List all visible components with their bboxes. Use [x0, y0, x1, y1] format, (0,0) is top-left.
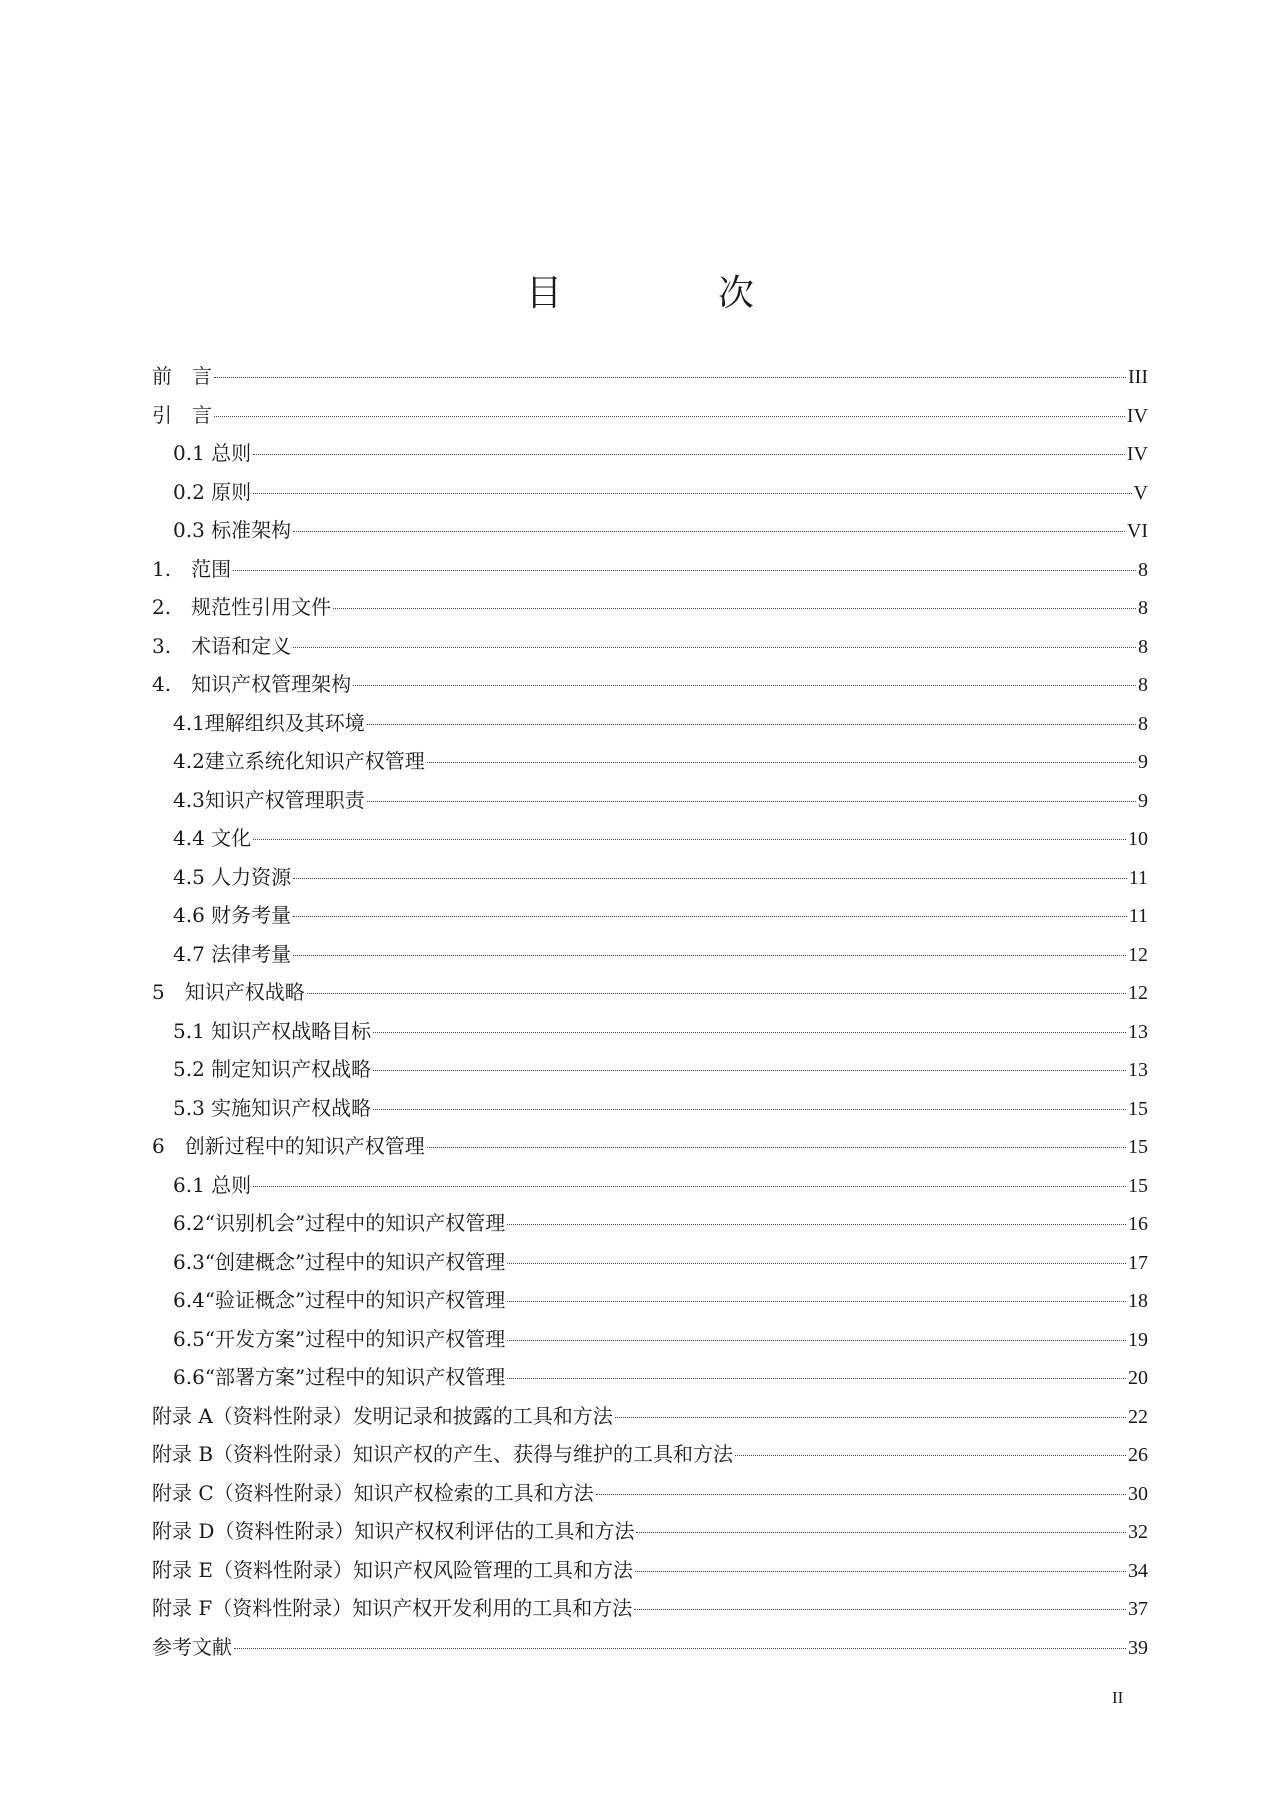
page-title: 目 次	[525, 273, 814, 315]
dot-leader	[507, 1378, 1126, 1379]
dot-leader	[615, 1417, 1126, 1418]
toc-entry-label: 5.3 实施知识产权战略	[173, 1095, 372, 1120]
toc-entry-label: 参考文献	[152, 1634, 232, 1659]
toc-entry-label: 4.4 文化	[173, 826, 252, 850]
toc-entry-page: 9	[1138, 751, 1148, 773]
toc-entry-label: 1. 范围	[152, 556, 232, 581]
toc-entry-label: 0.1 总则	[173, 441, 252, 465]
toc-entry[interactable]	[152, 588, 1148, 627]
toc-entry-label: 6 创新过程中的知识产权管理	[152, 1134, 425, 1158]
toc-entry-page: 15	[1128, 1174, 1148, 1197]
toc-entry[interactable]	[152, 1628, 1148, 1667]
dot-leader	[253, 839, 1126, 840]
toc-entry[interactable]	[152, 1474, 1148, 1513]
toc-entry-label: 4.3知识产权管理职责	[173, 787, 365, 812]
toc-entry-page: III	[1128, 366, 1148, 388]
toc-entry-label: 4.1理解组织及其环境	[173, 710, 365, 735]
dot-leader	[367, 801, 1136, 802]
toc-entry[interactable]	[152, 1243, 1148, 1282]
toc-entry-label: 6.6“部署方案”过程中的知识产权管理	[173, 1365, 506, 1389]
page-number: II	[1112, 1688, 1124, 1707]
toc-entry-label: 前 言	[152, 364, 212, 388]
toc-entry-label: 6.3“创建概念”过程中的知识产权管理	[173, 1249, 506, 1274]
dot-leader	[507, 1224, 1126, 1225]
toc-entry[interactable]	[152, 781, 1148, 820]
toc-entry-page: 37	[1128, 1598, 1148, 1620]
toc-entry-page: 32	[1128, 1521, 1148, 1543]
dot-leader	[507, 1340, 1126, 1341]
toc-entry-page: 11	[1128, 905, 1148, 927]
dot-leader	[353, 685, 1136, 686]
toc-entry-label: 附录 D（资料性附录）知识产权权利评估的工具和方法	[152, 1519, 635, 1543]
toc-entry-label: 附录 A（资料性附录）发明记录和披露的工具和方法	[152, 1403, 613, 1428]
dot-leader	[293, 878, 1127, 879]
toc-entry-page: 15	[1128, 1136, 1148, 1158]
toc-entry[interactable]	[152, 973, 1148, 1012]
toc-entry-label: 4.5 人力资源	[173, 864, 292, 889]
toc-entry-page: 19	[1128, 1328, 1148, 1351]
toc-entry-page: 34	[1128, 1559, 1148, 1582]
toc-entry-page: 17	[1128, 1251, 1148, 1274]
toc-entry-page: 8	[1138, 597, 1148, 619]
toc-entry-page: 18	[1128, 1290, 1148, 1312]
dot-leader	[214, 416, 1125, 417]
toc-entry-label: 4.7 法律考量	[173, 941, 292, 966]
dot-leader	[373, 1070, 1126, 1071]
dot-leader	[293, 531, 1125, 532]
dot-leader	[427, 762, 1136, 763]
toc-entry-label: 附录 F（资料性附录）知识产权开发利用的工具和方法	[152, 1596, 633, 1620]
dot-leader	[333, 608, 1136, 609]
toc-entry-page: 15	[1128, 1097, 1148, 1120]
toc-entry-label: 6.1 总则	[173, 1172, 252, 1197]
dot-leader	[253, 493, 1131, 494]
dot-leader	[507, 1263, 1126, 1264]
toc-entry[interactable]	[152, 1012, 1148, 1051]
dot-leader	[307, 993, 1126, 994]
dot-leader	[293, 955, 1126, 956]
toc-entry-page: 8	[1138, 712, 1148, 735]
toc-entry[interactable]	[152, 1204, 1148, 1243]
toc-entry[interactable]	[152, 819, 1148, 858]
toc-entry-page: 11	[1128, 866, 1148, 889]
toc-entry[interactable]	[152, 896, 1148, 935]
toc-entry-page: 22	[1128, 1405, 1148, 1428]
toc-entry[interactable]	[152, 1358, 1148, 1397]
dot-leader	[367, 724, 1136, 725]
toc-entry-label: 0.3 标准架构	[173, 518, 292, 542]
toc-entry[interactable]	[152, 434, 1148, 473]
toc-entry-label: 4.2建立系统化知识产权管理	[173, 749, 425, 773]
toc-entry[interactable]	[152, 357, 1148, 396]
toc-entry[interactable]	[152, 742, 1148, 781]
dot-leader	[233, 570, 1136, 571]
toc-entry[interactable]	[152, 858, 1148, 897]
toc-entry[interactable]	[152, 1320, 1148, 1359]
table-of-contents	[152, 357, 1148, 1666]
toc-entry[interactable]	[152, 1050, 1148, 1089]
toc-entry[interactable]	[152, 511, 1148, 550]
toc-entry-page: 39	[1128, 1636, 1148, 1659]
dot-leader	[635, 1571, 1126, 1572]
toc-entry-page: 12	[1128, 943, 1148, 966]
dot-leader	[293, 916, 1127, 917]
dot-leader	[253, 1186, 1126, 1187]
dot-leader	[293, 647, 1136, 648]
toc-entry[interactable]	[152, 665, 1148, 704]
toc-entry[interactable]	[152, 473, 1148, 512]
toc-entry-page: IV	[1126, 443, 1148, 465]
dot-leader	[373, 1032, 1126, 1033]
toc-entry[interactable]	[152, 1089, 1148, 1128]
dot-leader	[596, 1494, 1126, 1495]
toc-entry[interactable]	[152, 627, 1148, 666]
toc-entry-label: 5.1 知识产权战略目标	[173, 1018, 372, 1043]
toc-entry[interactable]	[152, 550, 1148, 589]
dot-leader	[253, 454, 1125, 455]
toc-entry-page: 10	[1128, 828, 1148, 850]
toc-entry-page: 12	[1128, 982, 1148, 1004]
toc-entry-page: 9	[1138, 789, 1148, 812]
toc-entry-label: 6.5“开发方案”过程中的知识产权管理	[173, 1326, 506, 1351]
toc-entry-label: 6.2“识别机会”过程中的知识产权管理	[173, 1211, 506, 1235]
toc-entry-page: VI	[1126, 520, 1148, 542]
dot-leader	[634, 1609, 1126, 1610]
dot-leader	[735, 1455, 1126, 1456]
toc-entry-label: 附录 E（资料性附录）知识产权风险管理的工具和方法	[152, 1557, 633, 1582]
toc-entry[interactable]	[152, 1551, 1148, 1590]
toc-entry[interactable]	[152, 396, 1148, 435]
toc-entry[interactable]	[152, 704, 1148, 743]
toc-entry[interactable]	[152, 1166, 1148, 1205]
dot-leader	[234, 1648, 1126, 1649]
toc-entry-page: 16	[1128, 1213, 1148, 1235]
toc-entry-page: 26	[1128, 1444, 1148, 1466]
toc-entry-label: 4. 知识产权管理架构	[152, 672, 352, 696]
toc-entry-label: 附录 B（资料性附录）知识产权的产生、获得与维护的工具和方法	[152, 1442, 734, 1466]
toc-entry-page: 20	[1128, 1367, 1148, 1389]
dot-leader	[373, 1109, 1126, 1110]
toc-entry-page: V	[1133, 481, 1148, 504]
toc-entry[interactable]	[152, 1127, 1148, 1166]
toc-entry-label: 5 知识产权战略	[152, 980, 305, 1004]
toc-entry[interactable]	[152, 935, 1148, 974]
toc-entry-page: 30	[1128, 1482, 1148, 1505]
toc-entry[interactable]	[152, 1435, 1148, 1474]
toc-entry[interactable]	[152, 1397, 1148, 1436]
toc-entry-label: 引 言	[152, 402, 212, 427]
toc-entry[interactable]	[152, 1589, 1148, 1628]
dot-leader	[214, 377, 1126, 378]
toc-entry-page: 13	[1128, 1059, 1148, 1081]
toc-entry-page: IV	[1126, 404, 1148, 427]
toc-entry[interactable]	[152, 1512, 1148, 1551]
toc-entry-label: 5.2 制定知识产权战略	[173, 1057, 372, 1081]
dot-leader	[636, 1532, 1126, 1533]
toc-entry-label: 0.2 原则	[173, 479, 252, 504]
toc-entry-page: 8	[1138, 635, 1148, 658]
toc-entry-page: 8	[1138, 558, 1148, 581]
toc-entry-label: 6.4“验证概念”过程中的知识产权管理	[173, 1288, 506, 1312]
toc-entry[interactable]	[152, 1281, 1148, 1320]
dot-leader	[507, 1301, 1126, 1302]
toc-entry-label: 2. 规范性引用文件	[152, 595, 332, 619]
dot-leader	[427, 1147, 1126, 1148]
toc-entry-page: 13	[1128, 1020, 1148, 1043]
toc-entry-label: 3. 术语和定义	[152, 633, 292, 658]
toc-entry-page: 8	[1138, 674, 1148, 696]
toc-entry-label: 附录 C（资料性附录）知识产权检索的工具和方法	[152, 1480, 594, 1505]
toc-entry-label: 4.6 财务考量	[173, 903, 292, 927]
